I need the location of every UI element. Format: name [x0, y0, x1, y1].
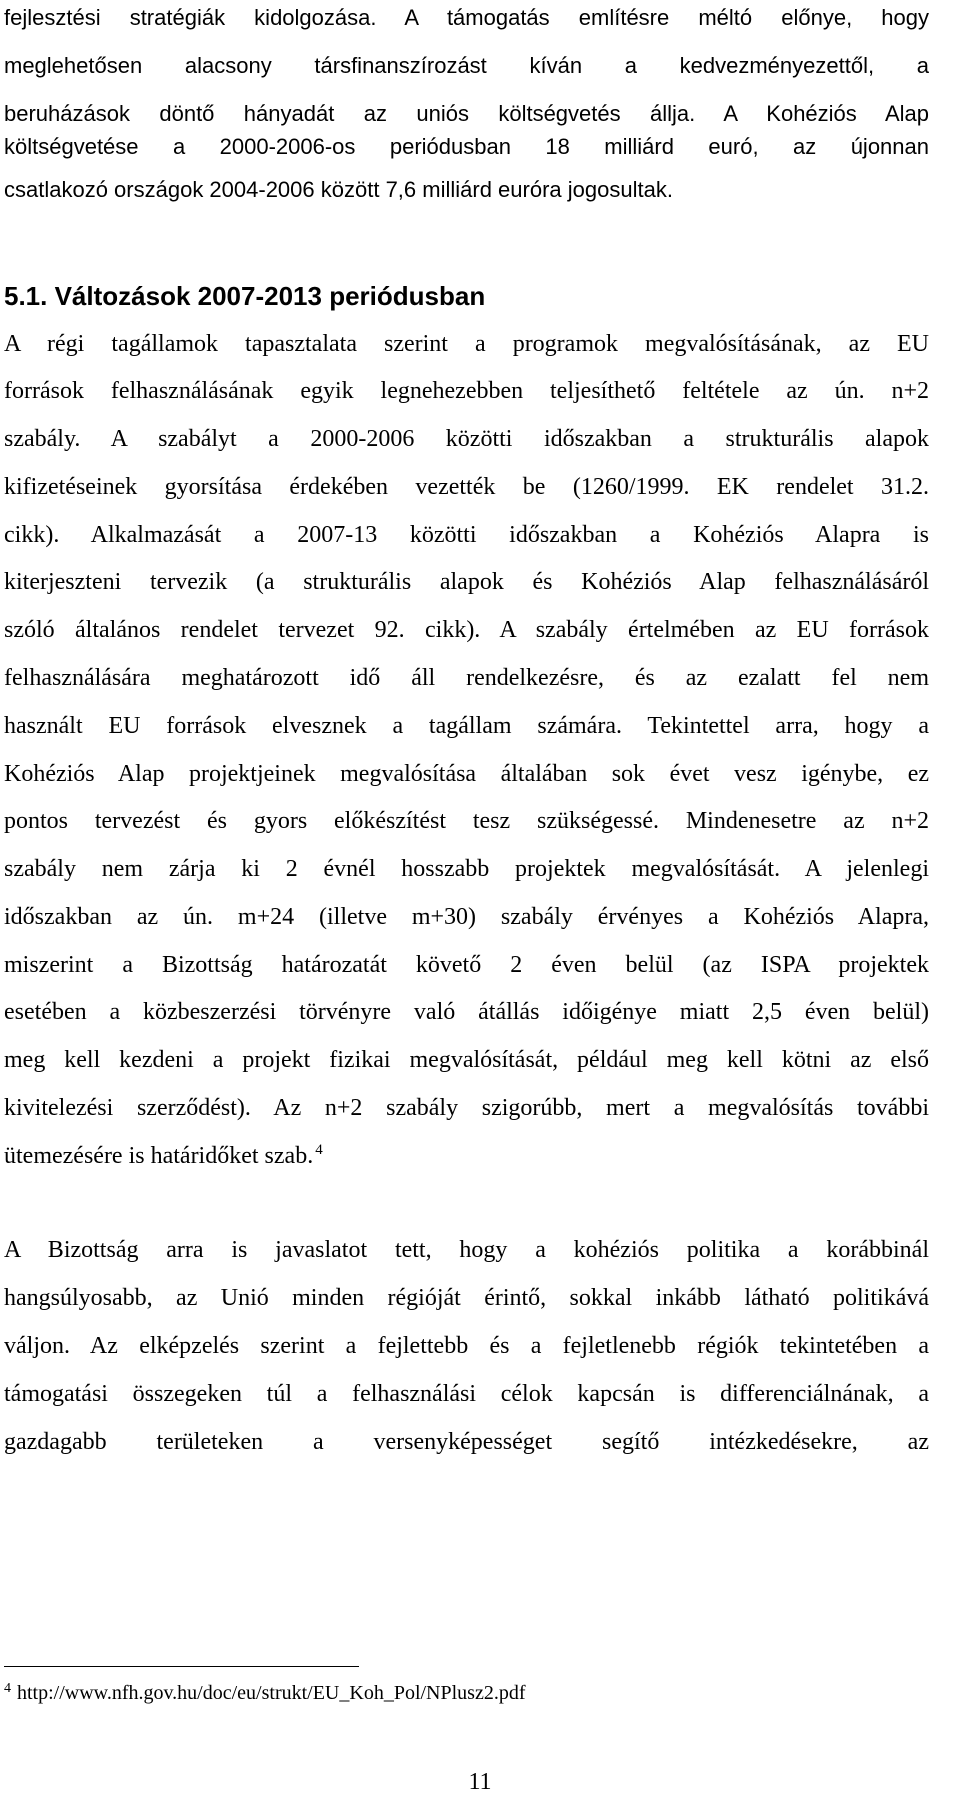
paragraph-line: kiterjeszteni tervezik (a strukturális alapok és Kohéziós Alap felhasználásáról [4, 569, 929, 595]
intro-line: fejlesztési stratégiák kidolgozása. A támogatás említésre méltó előnye, hogy [4, 5, 929, 30]
paragraph-line: hangsúlyosabb, az Unió minden régióját érintő, sokkal inkább látható politikává [4, 1285, 929, 1311]
footnote-link[interactable]: http://www.nfh.gov.hu/doc/eu/strukt/EU_Koh_Pol/NPlusz2.pdf [17, 1682, 526, 1704]
footnote-number: 4 [4, 1681, 11, 1696]
paragraph-line: A Bizottság arra is javaslatot tett, hogy a kohéziós politika a korábbinál [4, 1237, 929, 1263]
intro-line: költségvetése a 2000-2006-os periódusban 18 milliárd euró, az újonnan [4, 134, 929, 159]
intro-line: beruházások döntő hányadát az uniós költségvetés állja. A Kohéziós Alap [4, 101, 929, 126]
paragraph-line: szabály. A szabályt a 2000-2006 közötti időszakban a strukturális alapok [4, 426, 929, 452]
paragraph-line: időszakban az ún. m+24 (illetve m+30) szabály érvényes a Kohéziós Alapra, [4, 904, 929, 930]
paragraph-last-text: ütemezésére is határidőket szab. [4, 1143, 314, 1169]
footnote-separator [4, 1666, 359, 1667]
paragraph-line: szóló általános rendelet tervezet 92. cikk). A szabály értelmében az EU források [4, 617, 929, 643]
paragraph-line: gazdagabb területeken a versenyképességet segítő intézkedésekre, az [4, 1429, 929, 1455]
paragraph-line: meg kell kezdeni a projekt fizikai megvalósítását, például meg kell kötni az első [4, 1047, 929, 1073]
page-number: 11 [468, 1769, 492, 1795]
paragraph-line: források felhasználásának egyik legnehezebben teljesíthető feltétele az ún. n+2 [4, 378, 929, 404]
paragraph-line [4, 1142, 929, 1170]
paragraph-line: Kohéziós Alap projektjeinek megvalósítása általában sok évet vesz igénybe, ez [4, 761, 929, 787]
paragraph-line: váljon. Az elképzelés szerint a fejlettebb és a fejletlenebb régiók tekintetében a [4, 1333, 929, 1359]
paragraph-line: esetében a közbeszerzési törvényre való átállás időigénye miatt 2,5 éven belül) [4, 999, 929, 1025]
paragraph-line: szabály nem zárja ki 2 évnél hosszabb projektek megvalósítását. A jelenlegi [4, 856, 929, 882]
paragraph-line: cikk). Alkalmazását a 2007-13 közötti időszakban a Kohéziós Alapra is [4, 522, 929, 548]
paragraph-line: felhasználására meghatározott idő áll rendelkezésre, és az ezalatt fel nem [4, 665, 929, 691]
intro-line: meglehetősen alacsony társfinanszírozást kíván a kedvezményezettől, a [4, 53, 929, 78]
intro-line: csatlakozó országok 2004-2006 között 7,6 milliárd euróra jogosultak. [4, 177, 673, 202]
paragraph-line: kivitelezési szerződést). Az n+2 szabály szigorúbb, mert a megvalósítás további [4, 1095, 929, 1121]
section-heading: 5.1. Változások 2007-2013 periódusban [4, 281, 486, 311]
paragraph-line: pontos tervezést és gyors előkészítést tesz szükségessé. Mindenesetre az n+2 [4, 808, 929, 834]
paragraph-line: A régi tagállamok tapasztalata szerint a programok megvalósításának, az EU [4, 331, 929, 357]
footnote-reference[interactable]: 4 [315, 1142, 323, 1158]
footnote [4, 1680, 526, 1706]
paragraph-line: támogatási összegeken túl a felhasználási célok kapcsán is differenciálnának, a [4, 1381, 929, 1407]
paragraph-line: miszerint a Bizottság határozatát követő 2 éven belül (az ISPA projektek [4, 952, 929, 978]
paragraph-line: használt EU források elvesznek a tagállam számára. Tekintettel arra, hogy a [4, 713, 929, 739]
paragraph-line: kifizetéseinek gyorsítása érdekében vezették be (1260/1999. EK rendelet 31.2. [4, 474, 929, 500]
